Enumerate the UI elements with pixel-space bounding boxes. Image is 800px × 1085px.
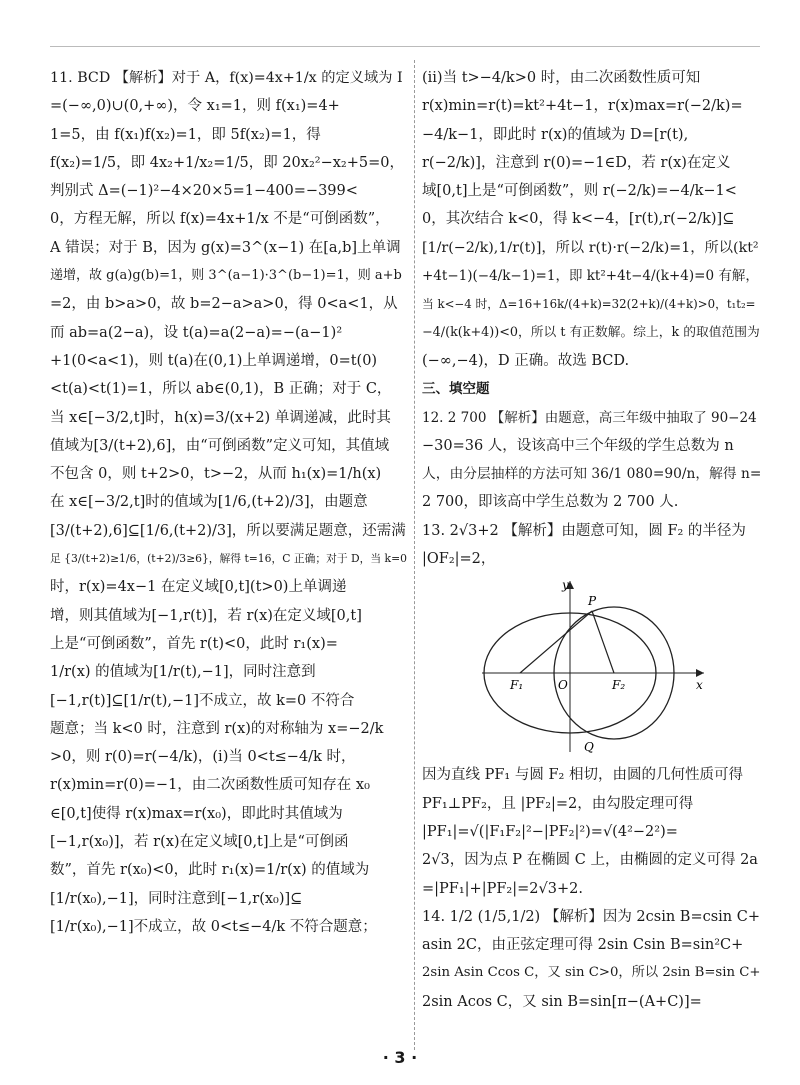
text-line: >0，则 r(0)=r(−4/k)，(ⅰ)当 0<t≤−4/k 时， [50,749,356,766]
text-line: =2，由 b>a>0，故 b=2−a>a>0，得 0<a<1，从 [50,296,398,313]
text-line: 域[0,t]上是“可倒函数”，则 r(−2/k)=−4/k−1< [422,183,737,200]
questions-13-14 [422,761,762,1016]
text-line: 11. BCD 【解析】对于 A，f(x)=4x+1/x 的定义域为 I [50,70,403,86]
text-line: (−∞,−4)，D 正确。故选 BCD. [422,352,630,369]
text-line: +4t−1)(−4/k−1)=1，即 kt²+4t−4/(k+4)=0 有解， [422,268,759,285]
label-f2: F₂ [612,678,626,693]
text-line: 14. 1/2 (1/5,1/2) 【解析】因为 2csin B=csin C+ [422,908,760,925]
text-line: 上是“可倒函数”，首先 r(t)<0，此时 r₁(x)= [50,635,338,652]
text-line: 题意；当 k<0 时，注意到 r(x)的对称轴为 x=−2/k [50,720,384,737]
text-line: 人，由分层抽样的方法可知 36/1 080=90/n，解得 n= [422,466,762,483]
label-f1: F₁ [510,678,524,693]
text-line: [1/r(x₀),−1]，同时注意到[−1,r(x₀)]⊆ [50,890,303,907]
text-line: 递增，故 g(a)g(b)=1，则 3^(a−1)·3^(b−1)=1，则 a+b [50,268,402,284]
text-line: +1(0<a<1)，则 t(a)在(0,1)上单调递增，0=t(0) [50,352,378,369]
page-number: · 3 · [382,1048,418,1067]
right-column [422,64,762,1016]
text-line: −4/(k(k+4))<0，所以 t 有正数解。综上，k 的取值范围为 [422,324,760,340]
text-line: 1=5，由 f(x₁)f(x₂)=1，即 5f(x₂)=1，得 [50,126,321,143]
text-line: |PF₁|=√(|F₁F₂|²−|PF₂|²)=√(4²−2²)= [422,823,678,840]
text-line: 不包含 0，则 t+2>0，t>−2，从而 h₁(x)=1/h(x) [50,466,382,483]
text-line: 数”，首先 r(x₀)<0，此时 r₁(x)=1/r(x) 的值域为 [50,862,370,879]
text-line: <t(a)<t(1)=1，所以 ab∈(0,1)，B 正确；对于 C， [50,381,392,398]
text-line: [1/r(−2/k),1/r(t)]，所以 r(t)·r(−2/k)=1，所以(kt² [422,239,759,256]
text-line: ∈[0,t]使得 r(x)max=r(x₀)，即此时其值域为 [50,805,343,822]
text-line: [1/r(x₀),−1]不成立，故 0<t≤−4/k 不符合题意； [50,918,377,935]
text-line: r(x)min=r(0)=−1，由二次函数性质可知存在 x₀ [50,777,370,794]
text-line: [3/(t+2),6]⊆[1/6,(t+2)/3]，所以要满足题意，还需满 [50,522,406,539]
text-line: r(x)min=r(t)=kt²+4t−1，r(x)max=r(−2/k)= [422,98,743,115]
segment-pf1 [520,611,592,673]
text-line: 增，则其值域为[−1,r(t)]，若 r(x)在定义域[0,t] [50,607,362,624]
text-line: 0，其次结合 k<0，得 k<−4，[r(t),r(−2/k)]⊆ [422,211,735,228]
section-title: 三、填空题 [422,381,490,398]
text-line: 0，方程无解，所以 f(x)=4x+1/x 不是“可倒函数”， [50,211,390,228]
text-line: r(−2/k)]，注意到 r(0)=−1∈D，若 r(x)在定义 [422,154,731,171]
text-line: asin 2C，由正弦定理可得 2sin Csin B=sin²C+ [422,937,744,954]
text-line: 而 ab=a(2−a)，设 t(a)=a(2−a)=−(a−1)² [50,324,343,341]
text-line: 13. 2√3+2 【解析】由题意可知，圆 F₂ 的半径为 [422,522,746,539]
text-line: 2 700，即该高中学生总数为 2 700 人. [422,494,679,511]
text-line: 时，r(x)=4x−1 在定义域[0,t](t>0)上单调递 [50,579,347,596]
text-line: 2sin Asin Ccos C，又 sin C>0，所以 2sin B=sin C+ [422,965,761,981]
text-line: |OF₂|=2， [422,551,496,568]
left-column [50,64,408,941]
text-line: (ⅱ)当 t>−4/k>0 时，由二次函数性质可知 [422,70,701,86]
text-line: 2√3，因为点 P 在椭圆 C 上，由椭圆的定义可得 2a [422,852,758,869]
text-line: [−1,r(t)]⊆[1/r(t),−1]不成立，故 k=0 不符合 [50,692,355,709]
text-line: [−1,r(x₀)]，若 r(x)在定义域[0,t]上是“可倒函 [50,834,349,851]
text-line: 在 x∈[−3/2,t]时的值域为[1/6,(t+2)/3]，由题意 [50,494,368,511]
text-line: 1/r(x) 的值域为[1/r(t),−1]，同时注意到 [50,664,316,681]
top-rule [50,46,760,47]
label-p: P [588,594,597,609]
text-line: −4/k−1，即此时 r(x)的值域为 D=[r(t), [422,126,689,143]
text-line: 12. 2 700 【解析】由题意，高三年级中抽取了 90−24 [422,409,757,426]
questions-12-13 [422,404,762,574]
x-axis-arrow [696,669,704,677]
text-line: 2sin Acos C，又 sin B=sin[π−(A+C)]= [422,993,702,1010]
text-line: −30=36 人，设该高中三个年级的学生总数为 n [422,437,734,454]
label-o: O [558,678,568,693]
text-line: 判别式 Δ=(−1)²−4×20×5=1−400=−399< [50,183,358,200]
question-11-continued [422,64,762,375]
label-x: x [696,678,703,693]
text-line: PF₁⊥PF₂，且 |PF₂|=2，由勾股定理可得 [422,795,694,812]
text-line: 足 {3/(t+2)≥1/6，(t+2)/3≥6}，解得 t=16，C 正确；对于 D，当 k=0 [50,552,407,566]
ellipse-circle-figure [482,577,712,757]
text-line: 值域为[3/(t+2),6]，由“可倒函数”定义可知，其值域 [50,437,390,454]
text-line: f(x₂)=1/5，即 4x₂+1/x₂=1/5，即 20x₂²−x₂+5=0， [50,154,404,171]
text-line: A 错误；对于 B，因为 g(x)=3^(x−1) 在[a,b]上单调 [50,239,401,256]
text-line: 因为直线 PF₁ 与圆 F₂ 相切，由圆的几何性质可得 [422,767,743,784]
column-divider [414,60,416,1050]
text-line: =|PF₁|+|PF₂|=2√3+2. [422,880,583,897]
text-line: 当 x∈[−3/2,t]时，h(x)=3/(x+2) 单调递减，此时其 [50,409,391,426]
text-line: =(−∞,0)∪(0,+∞)，令 x₁=1，则 f(x₁)=4+ [50,98,340,115]
label-q: Q [584,740,594,755]
text-line: 当 k<−4 时，Δ=16+16k/(4+k)=32(2+k)/(4+k)>0，t₁t₂= [422,297,756,312]
label-y: y [562,578,569,593]
